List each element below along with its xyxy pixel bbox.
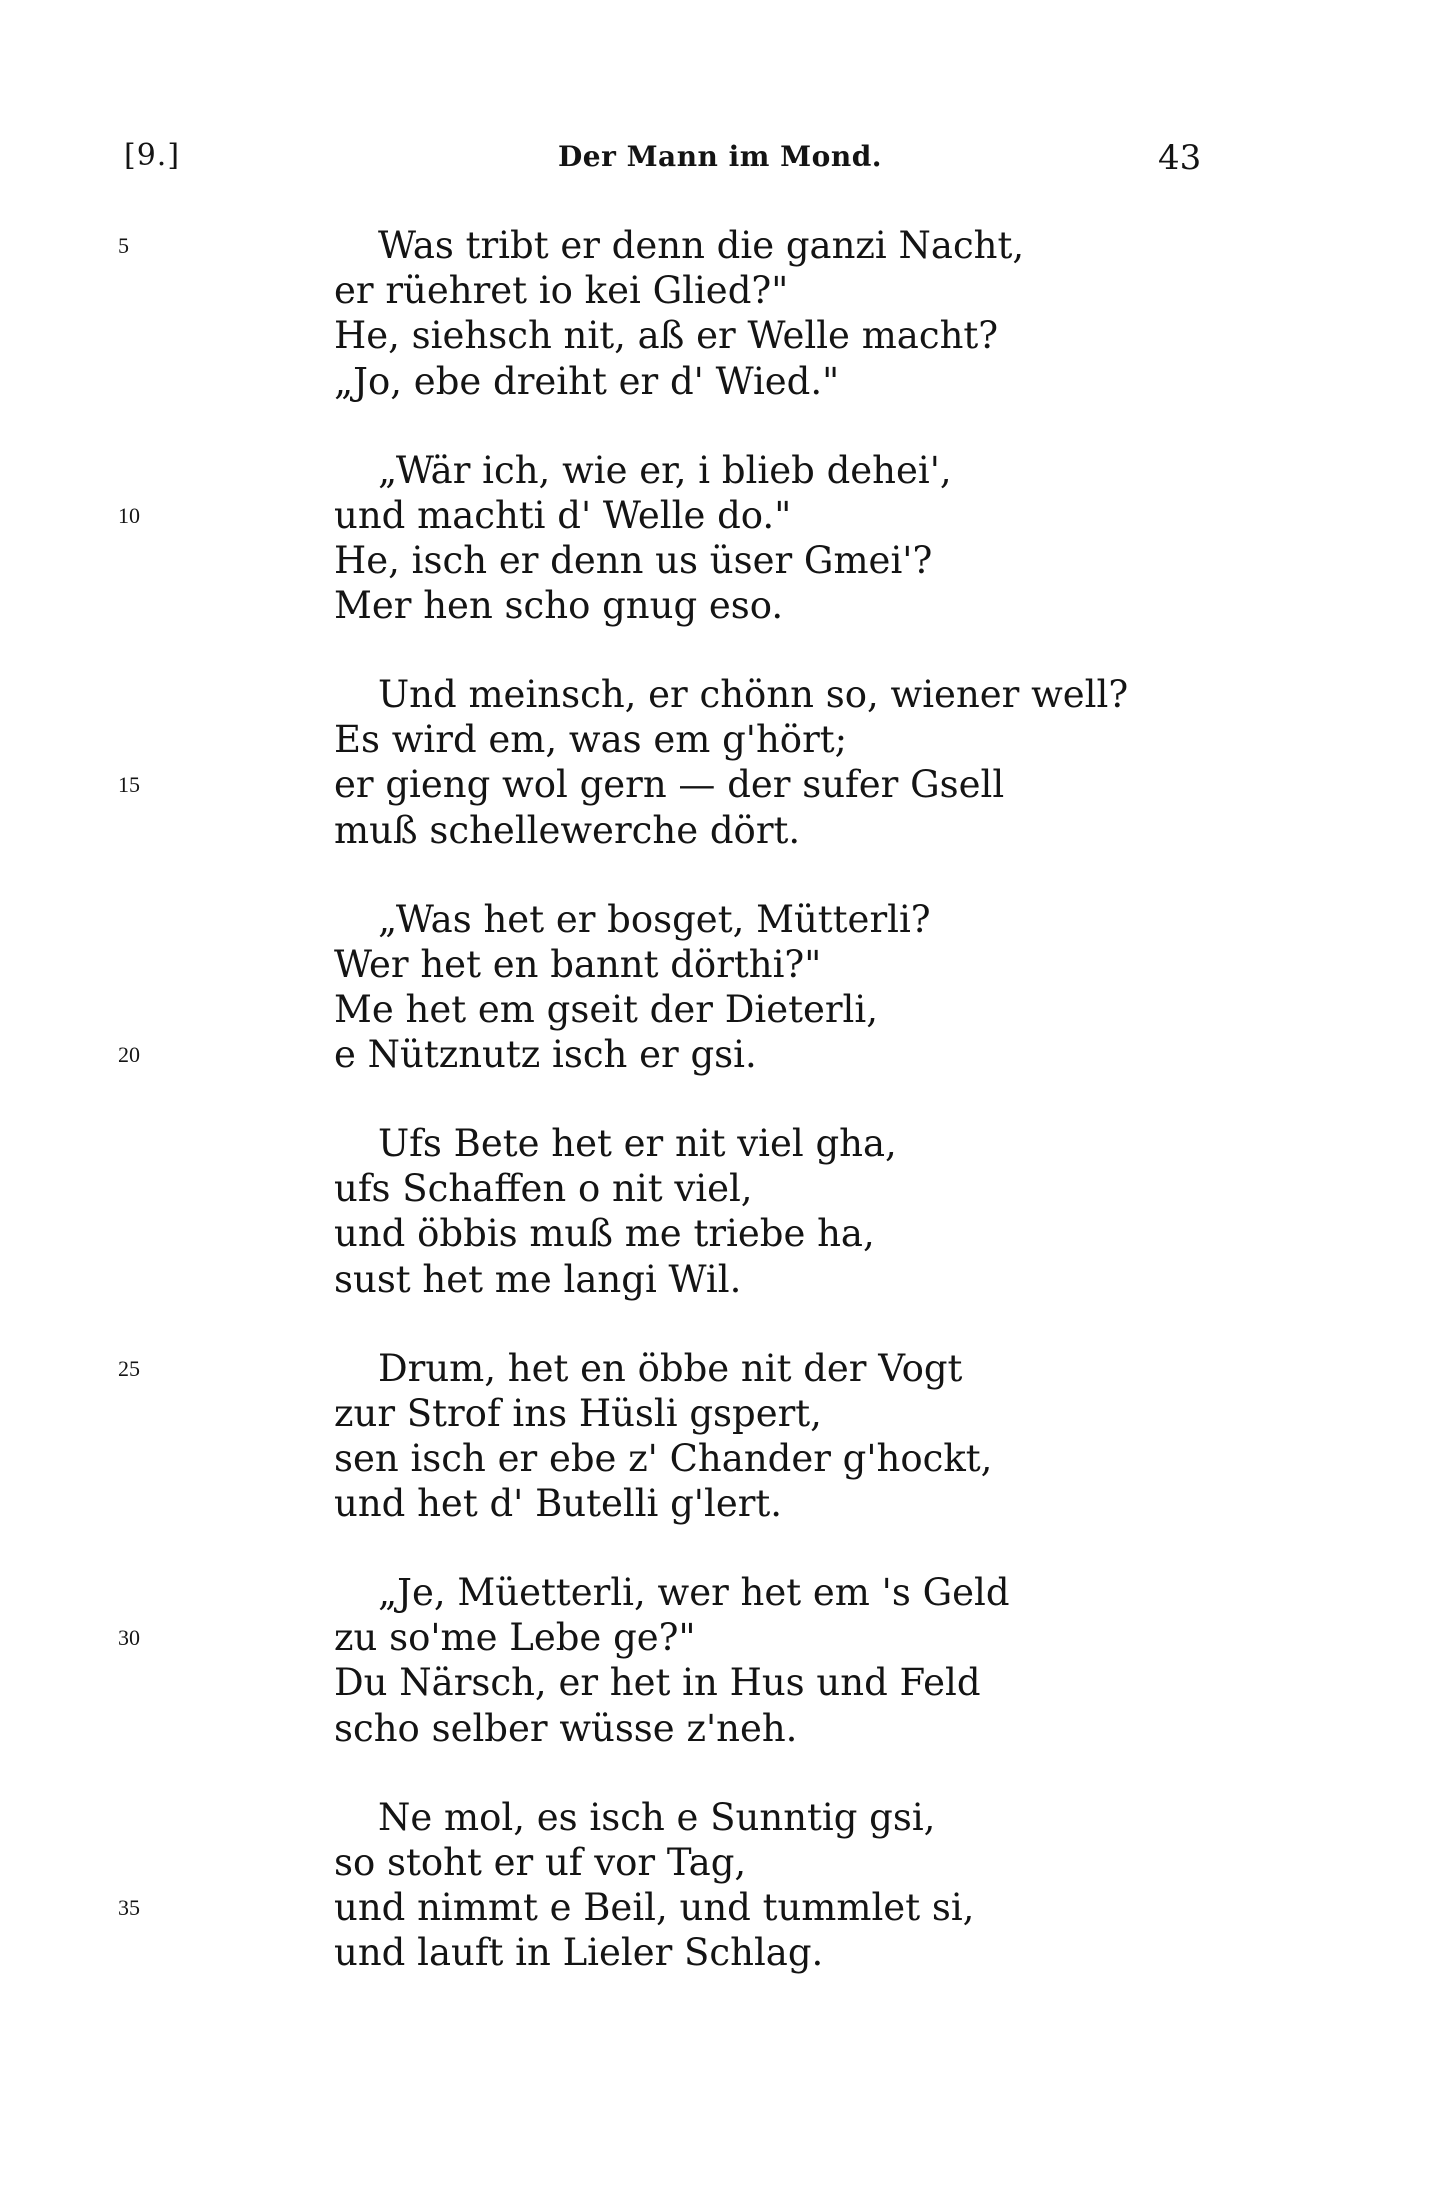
verse-line: und lauft in Lieler Schlag. [334,1931,824,1975]
running-title: Der Mann im Mond. [557,140,883,173]
verse-line: „Wär ich, wie er, i blieb dehei', [378,448,952,492]
page-number: 43 [1158,138,1202,178]
verse-line: Me het em gseit der Dieterli, [334,987,878,1031]
line-number: 20 [118,1042,140,1068]
section-number: [9.] [124,138,181,173]
verse-line: „Je, Müetterli, wer het em 's Geld [378,1571,1010,1614]
verse-line: Ufs Bete het er nit viel gha, [378,1122,897,1165]
verse-line: Ne mol, es isch e Sunntig gsi, [378,1795,936,1839]
line-number: 5 [118,233,129,258]
verse-line: sen isch er ebe z' Chander g'hockt, [334,1436,993,1480]
verse-line: Was tribt er denn die ganzi Nacht, [378,224,1025,267]
verse-line: zu so'me Lebe ge?" [334,1616,696,1660]
verse-line: und machti d' Welle do." [334,493,792,537]
verse-line: Mer hen scho gnug eso. [334,584,784,628]
verse-line: He, siehsch nit, aß er Welle macht? [334,314,999,358]
verse-line: so stoht er uf vor Tag, [334,1840,747,1884]
verse-line: er gieng wol gern — der sufer Gsell [334,763,1005,807]
verse-line: He, isch er denn us üser Gmei'? [334,538,933,582]
verse-line: Wer het en bannt dörthi?" [334,942,822,986]
verse-line: Und meinsch, er chönn so, wiener well? [378,673,1129,716]
verse-line: Du Närsch, er het in Hus und Feld [334,1661,981,1705]
verse-line: Es wird em, was em g'hört; [334,718,848,762]
verse-line: und het d' Butelli g'lert. [334,1482,783,1526]
verse-line: und öbbis muß me triebe ha, [334,1212,875,1256]
line-number: 25 [118,1355,140,1381]
verse-line: muß schellewerche dört. [334,808,801,852]
verse-line: sust het me langi Wil. [334,1257,742,1301]
verse-line: und nimmt e Beil, und tummlet si, [334,1885,975,1929]
line-number: 10 [118,502,140,528]
line-number: 35 [118,1894,140,1920]
verse-line: ufs Schaffen o nit viel, [334,1167,753,1211]
verse-line: zur Strof ins Hüsli gspert, [334,1391,822,1435]
line-number: 15 [118,772,140,798]
verse-line: scho selber wüsse z'neh. [334,1706,798,1750]
line-number: 30 [118,1625,140,1651]
verse-line: „Was het er bosget, Mütterli? [378,897,931,941]
verse-line: Drum, het en öbbe nit der Vogt [378,1346,963,1390]
running-header [0,138,1440,182]
verse-line: e Nütznutz isch er gsi. [334,1033,757,1077]
verse-line: „Jo, ebe dreiht er d' Wied." [334,359,840,403]
verse-line: er rüehret io kei Glied?" [334,269,789,313]
